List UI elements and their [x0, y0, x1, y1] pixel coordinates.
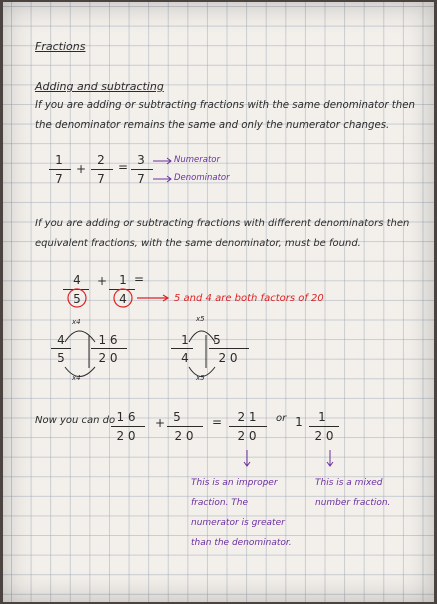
paragraph-line: the denominator remains the same and only the numerator changes. [35, 120, 390, 131]
numerator: 4 [57, 333, 65, 347]
operator: + [154, 416, 166, 430]
denominator: 2 0 [98, 351, 118, 365]
denominator: 4 [119, 292, 127, 306]
factor-note: 5 and 4 are both factors of 20 [174, 293, 324, 304]
arc-mark [65, 367, 95, 377]
denominator: 2 0 [174, 429, 194, 443]
operator: = [117, 160, 129, 174]
operator: + [75, 162, 87, 176]
denominator: 7 [55, 172, 63, 186]
numerator: 4 [73, 273, 81, 287]
denominator: 5 [73, 292, 81, 306]
paragraph-line: If you are adding or subtracting fractions with the same denominator then [35, 100, 415, 111]
denominator: 2 0 [218, 351, 238, 365]
numerator: 1 6 [116, 410, 136, 424]
multiplier-label: x5 [196, 315, 205, 323]
section-heading: Adding and subtracting [35, 80, 164, 93]
denominator: 7 [97, 172, 105, 186]
note-line: than the denominator. [191, 538, 292, 548]
notebook-page [3, 2, 434, 602]
denominator: 2 0 [237, 429, 257, 443]
multiplier-label: x4 [72, 374, 81, 382]
numerator: 5 [213, 333, 221, 347]
note-line: numerator is greater [191, 518, 285, 528]
operator: = [211, 415, 223, 429]
note-line: fraction. The [191, 498, 249, 508]
numerator: 1 [55, 153, 63, 167]
denominator: 7 [137, 172, 145, 186]
denominator: 2 0 [116, 429, 136, 443]
arc-mark [189, 331, 215, 342]
numerator: 1 [181, 333, 189, 347]
or-text: or [276, 413, 287, 424]
multiplier-label: x5 [196, 374, 205, 382]
operator: = [133, 272, 145, 286]
arc-mark [189, 367, 215, 377]
denominator: 5 [57, 351, 65, 365]
numerator: 1 [119, 273, 127, 287]
operator: + [96, 274, 108, 288]
paragraph-line: equivalent fractions, with the same denominator, must be found. [35, 238, 361, 249]
circle-mark [114, 289, 132, 307]
denominator: 2 0 [314, 429, 334, 443]
paragraph-line: If you are adding or subtracting fractions with different denominators then [35, 218, 410, 229]
denominator: 4 [181, 351, 189, 365]
numerator-label: Numerator [174, 155, 220, 165]
arc-mark [65, 331, 95, 342]
denominator-label: Denominator [174, 173, 230, 183]
note-line: This is a mixed [315, 478, 383, 488]
numerator: 2 [97, 153, 105, 167]
lead-text: Now you can do [35, 415, 116, 426]
numerator: 5 [173, 410, 181, 424]
circle-mark [68, 289, 86, 307]
multiplier-label: x4 [72, 318, 81, 326]
numerator: 1 [318, 410, 326, 424]
note-line: This is an improper [191, 478, 278, 488]
page-title: Fractions [35, 40, 86, 53]
ink-annotations [3, 2, 434, 602]
note-line: number fraction. [315, 498, 391, 508]
numerator: 3 [137, 153, 145, 167]
numerator: 2 1 [237, 410, 257, 424]
whole-number: 1 [295, 415, 303, 429]
numerator: 1 6 [98, 333, 118, 347]
